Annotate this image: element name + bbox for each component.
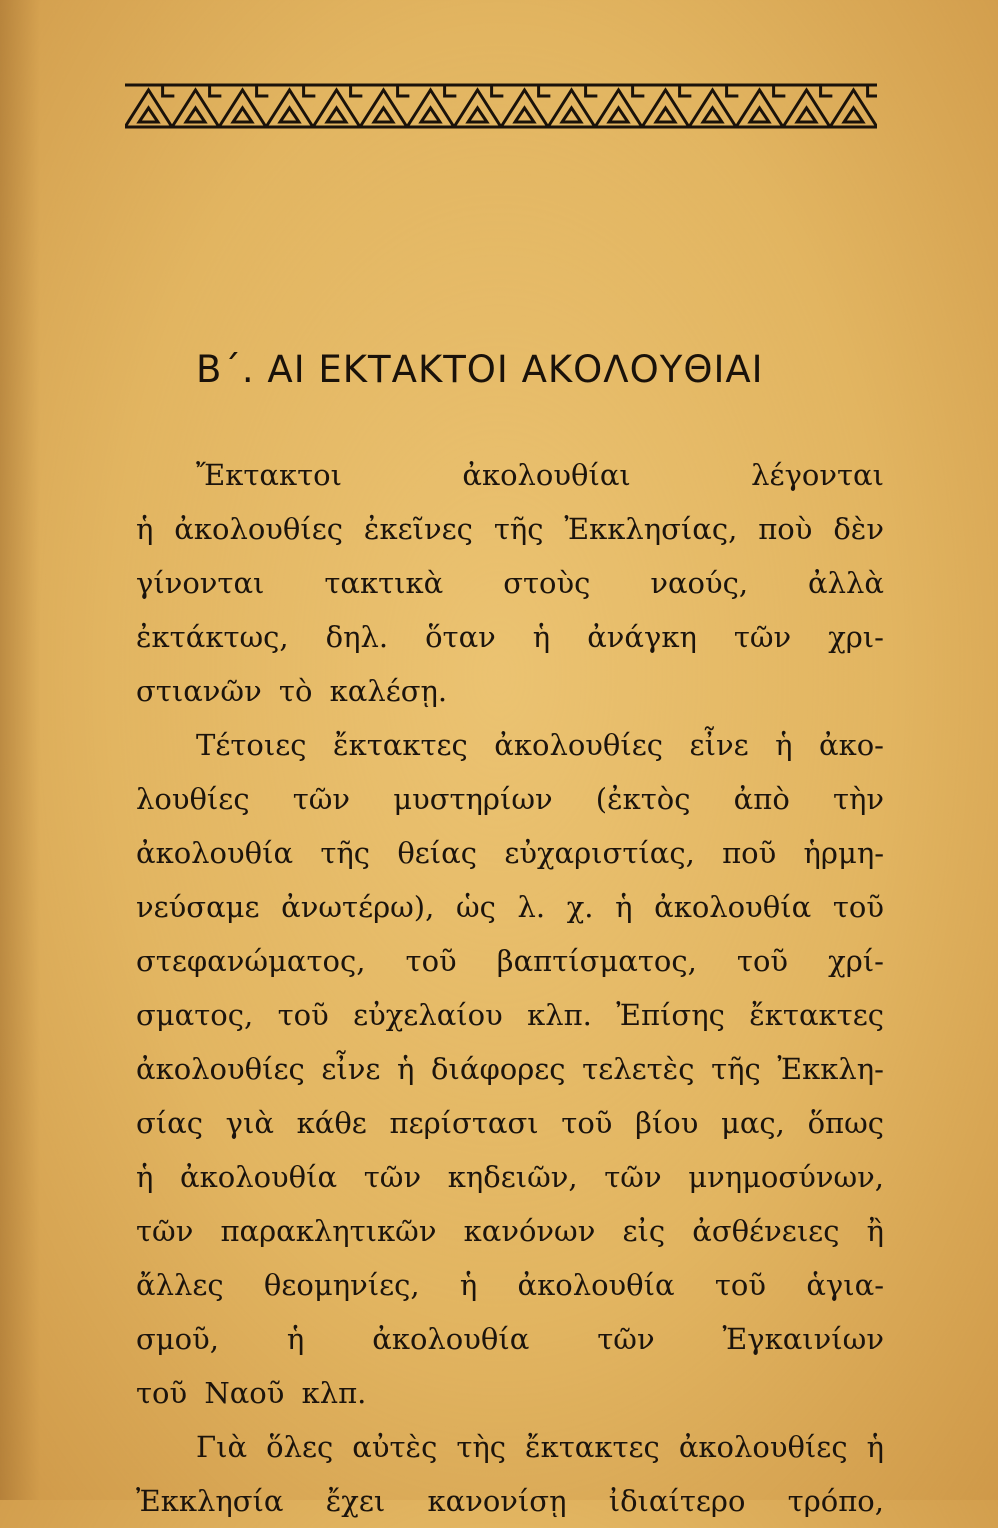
- text-line: ἡ ἀκολουθίες ἐκεῖνες τῆς Ἐκκλησίας, ποὺ δὲν: [136, 512, 884, 546]
- text-line: νεύσαμε ἀνωτέρω), ὡς λ. χ. ἡ ἀκολουθία τοῦ: [136, 890, 884, 924]
- text-line: τοῦ Ναοῦ κλπ.: [136, 1376, 367, 1410]
- text-line: ἀκολουθίες εἶνε ἡ διάφορες τελετὲς τῆς Ἐκκλη-: [136, 1052, 884, 1086]
- section-heading: Β΄. ΑΙ ΕΚΤΑΚΤΟΙ ΑΚΟΛΟΥΘΙΑΙ: [196, 348, 764, 391]
- page-edge-shadow: [0, 0, 40, 1500]
- text-line: Γιὰ ὅλες αὐτὲς τὴς ἔκτακτες ἀκολουθίες ἡ: [196, 1430, 884, 1464]
- text-line: τῶν παρακλητικῶν κανόνων εἰς ἀσθένειες ἢ: [136, 1214, 884, 1248]
- text-line: σίας γιὰ κάθε περίστασι τοῦ βίου μας, ὅπως: [136, 1106, 884, 1140]
- text-line: γίνονται τακτικὰ στοὺς ναούς, ἀλλὰ: [136, 566, 884, 600]
- text-line: ἐκτάκτως, δηλ. ὅταν ἡ ἀνάγκη τῶν χρι-: [136, 620, 884, 654]
- meander-ornament: [125, 82, 877, 130]
- text-line: ἡ ἀκολουθία τῶν κηδειῶν, τῶν μνημοσύνων,: [136, 1160, 884, 1194]
- text-line: στεφανώματος, τοῦ βαπτίσματος, τοῦ χρί-: [136, 944, 884, 978]
- text-line: Ἔκτακτοι ἀκολουθίαι λέγονται: [196, 458, 884, 492]
- text-line: σμοῦ, ἡ ἀκολουθία τῶν Ἐγκαινίων: [136, 1322, 884, 1356]
- text-line: στιανῶν τὸ καλέσῃ.: [136, 674, 448, 708]
- text-line: Ἐκκλησία ἔχει κανονίσῃ ἰδιαίτερο τρόπο,: [136, 1484, 884, 1518]
- text-line: σματος, τοῦ εὐχελαίου κλπ. Ἐπίσης ἔκτακτες: [136, 998, 884, 1032]
- text-line: Τέτοιες ἔκτακτες ἀκολουθίες εἶνε ἡ ἀκο-: [196, 728, 884, 762]
- text-line: ἀκολουθία τῆς θείας εὐχαριστίας, ποῦ ἡρμη-: [136, 836, 884, 870]
- text-line: ἄλλες θεομηνίες, ἡ ἀκολουθία τοῦ ἁγια-: [136, 1268, 884, 1302]
- body-text: [136, 448, 884, 1528]
- text-line: λουθίες τῶν μυστηρίων (ἐκτὸς ἀπὸ τὴν: [136, 782, 884, 816]
